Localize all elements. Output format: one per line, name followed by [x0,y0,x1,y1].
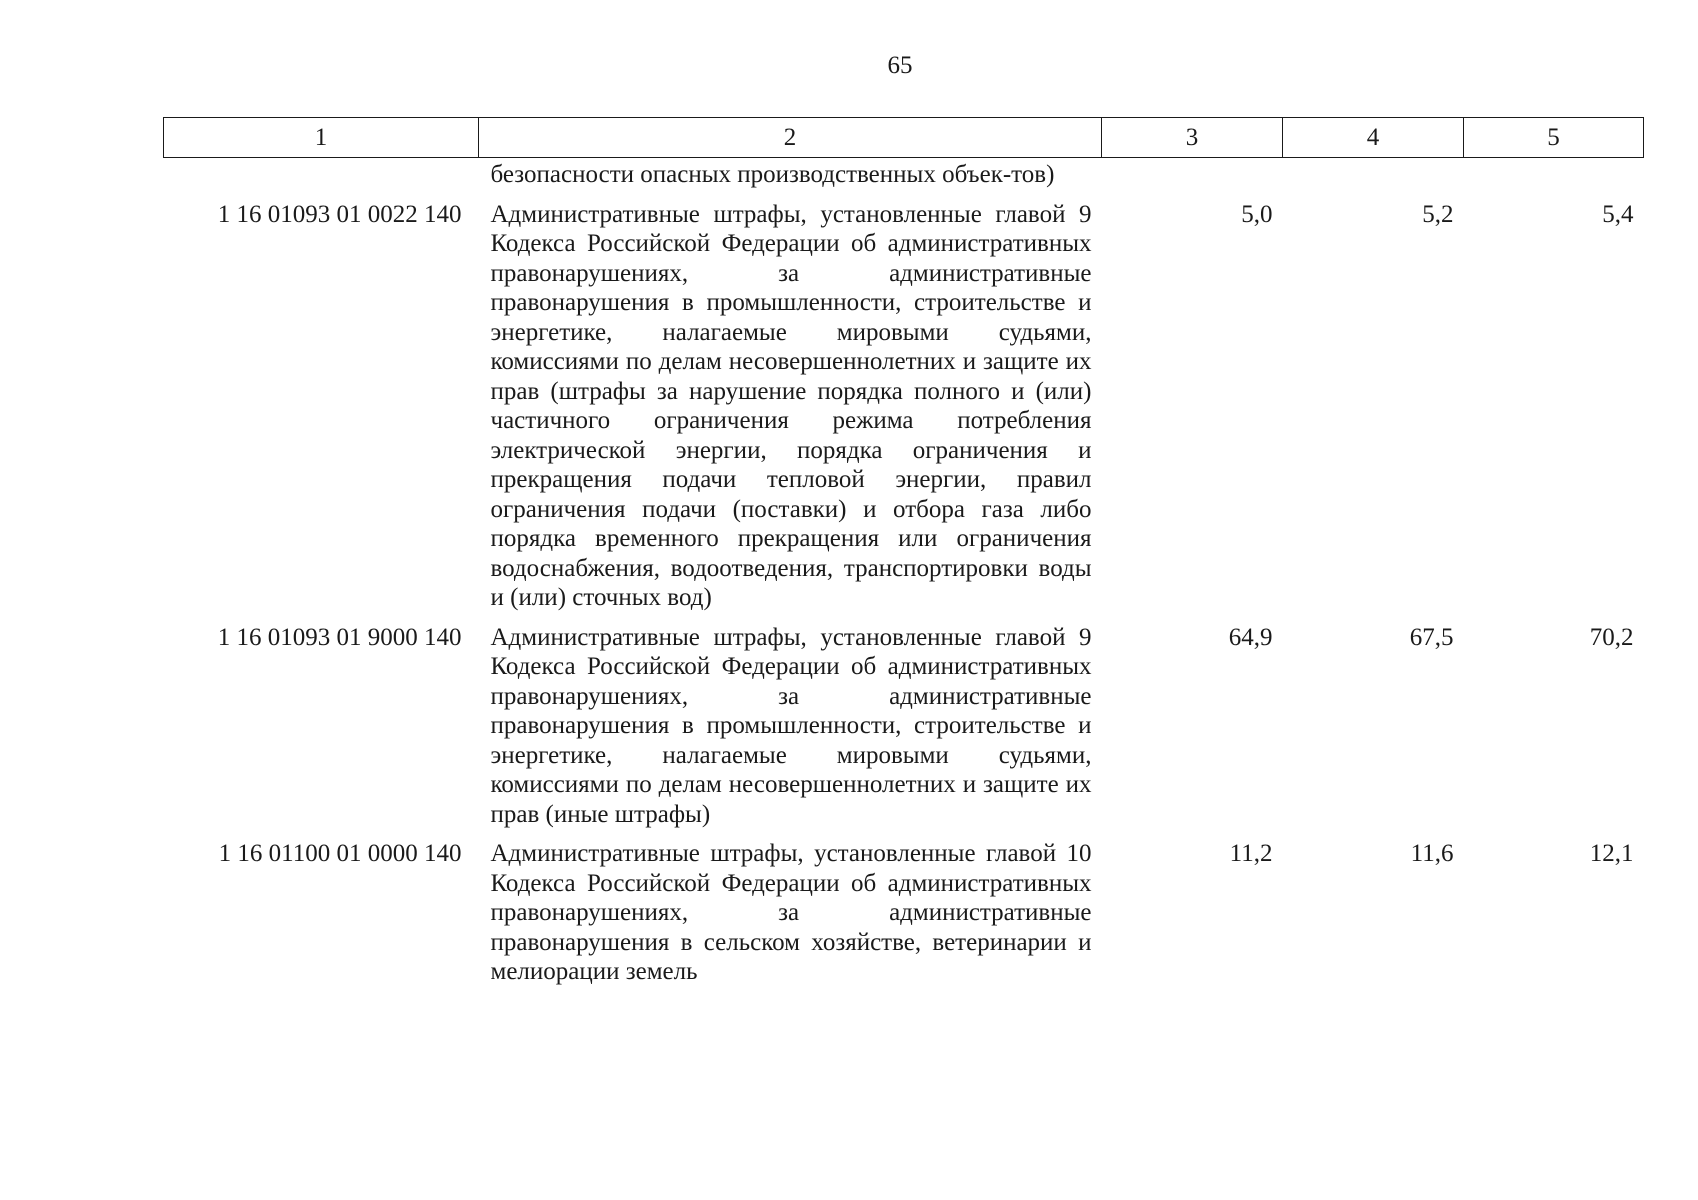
header-col-1: 1 [164,118,479,158]
table-row [164,190,1644,613]
row-code: 1 16 01093 01 0022 140 [217,200,462,228]
table-row [164,829,1644,987]
row-value-col4: 5,2 [1422,200,1454,228]
row-description [479,190,1102,613]
budget-table [163,117,1644,987]
row-description-text: Административные штрафы, установленные главой 9 Кодекса Российской Федерации об административных правонарушениях, за административные правонарушения в промышленности, строительстве и энергетике, налагаемые мировыми судьями, комиссиями по делам несовершеннолетних и защите их прав (иные штрафы) [490,623,1092,828]
row-value-col5 [1464,158,1644,190]
page-number: 65 [887,52,913,79]
row-value-col4 [1283,158,1464,190]
row-value-col4: 67,5 [1409,623,1454,651]
row-value-col3: 11,2 [1229,840,1273,867]
row-description [479,829,1102,987]
header-col-5: 5 [1464,118,1644,158]
header-row [164,118,1644,158]
table-row [164,158,1644,190]
row-code [164,158,479,190]
row-value-col4: 11,6 [1410,840,1454,867]
row-description-text: Административные штрафы, установленные главой 10 Кодекса Российской Федерации об административных правонарушениях, за административные правонарушения в сельском хозяйстве, ветеринарии и мелиорации земель [490,840,1092,985]
row-description [479,613,1102,830]
table-header [164,118,1644,158]
row-value-col5: 12,1 [1589,840,1634,867]
header-col-3: 3 [1102,118,1283,158]
row-description-text: Административные штрафы, установленные главой 9 Кодекса Российской Федерации об административных правонарушениях, за административные правонарушения в промышленности, строительстве и энергетике, налагаемые мировыми судьями, комиссиями по делам несовершеннолетних и защите их прав (штрафы за нарушение порядка полного и (или) частичного ограничения режима потребления электрической энергии, порядка ограничения и прекращения подачи тепловой энергии, правил ограничения подачи (поставки) и отбора газа либо порядка временного прекращения или ограничения водоснабжения, водоотведения, транспортировки воды и (или) сточных вод) [490,200,1092,611]
row-value-col5: 70,2 [1589,623,1634,651]
row-description [479,158,1102,190]
header-col-4: 4 [1283,118,1464,158]
table-row [164,613,1644,830]
row-value-col3 [1102,158,1283,190]
row-value-col5: 5,4 [1602,200,1634,228]
row-code: 1 16 01100 01 0000 140 [218,840,462,867]
header-col-2: 2 [479,118,1102,158]
row-code: 1 16 01093 01 9000 140 [217,623,462,651]
row-value-col3: 5,0 [1241,200,1273,228]
row-description-text: безопасности опасных производственных объек-тов) [490,161,1055,188]
table-body [164,158,1644,987]
row-value-col3: 64,9 [1228,623,1273,651]
